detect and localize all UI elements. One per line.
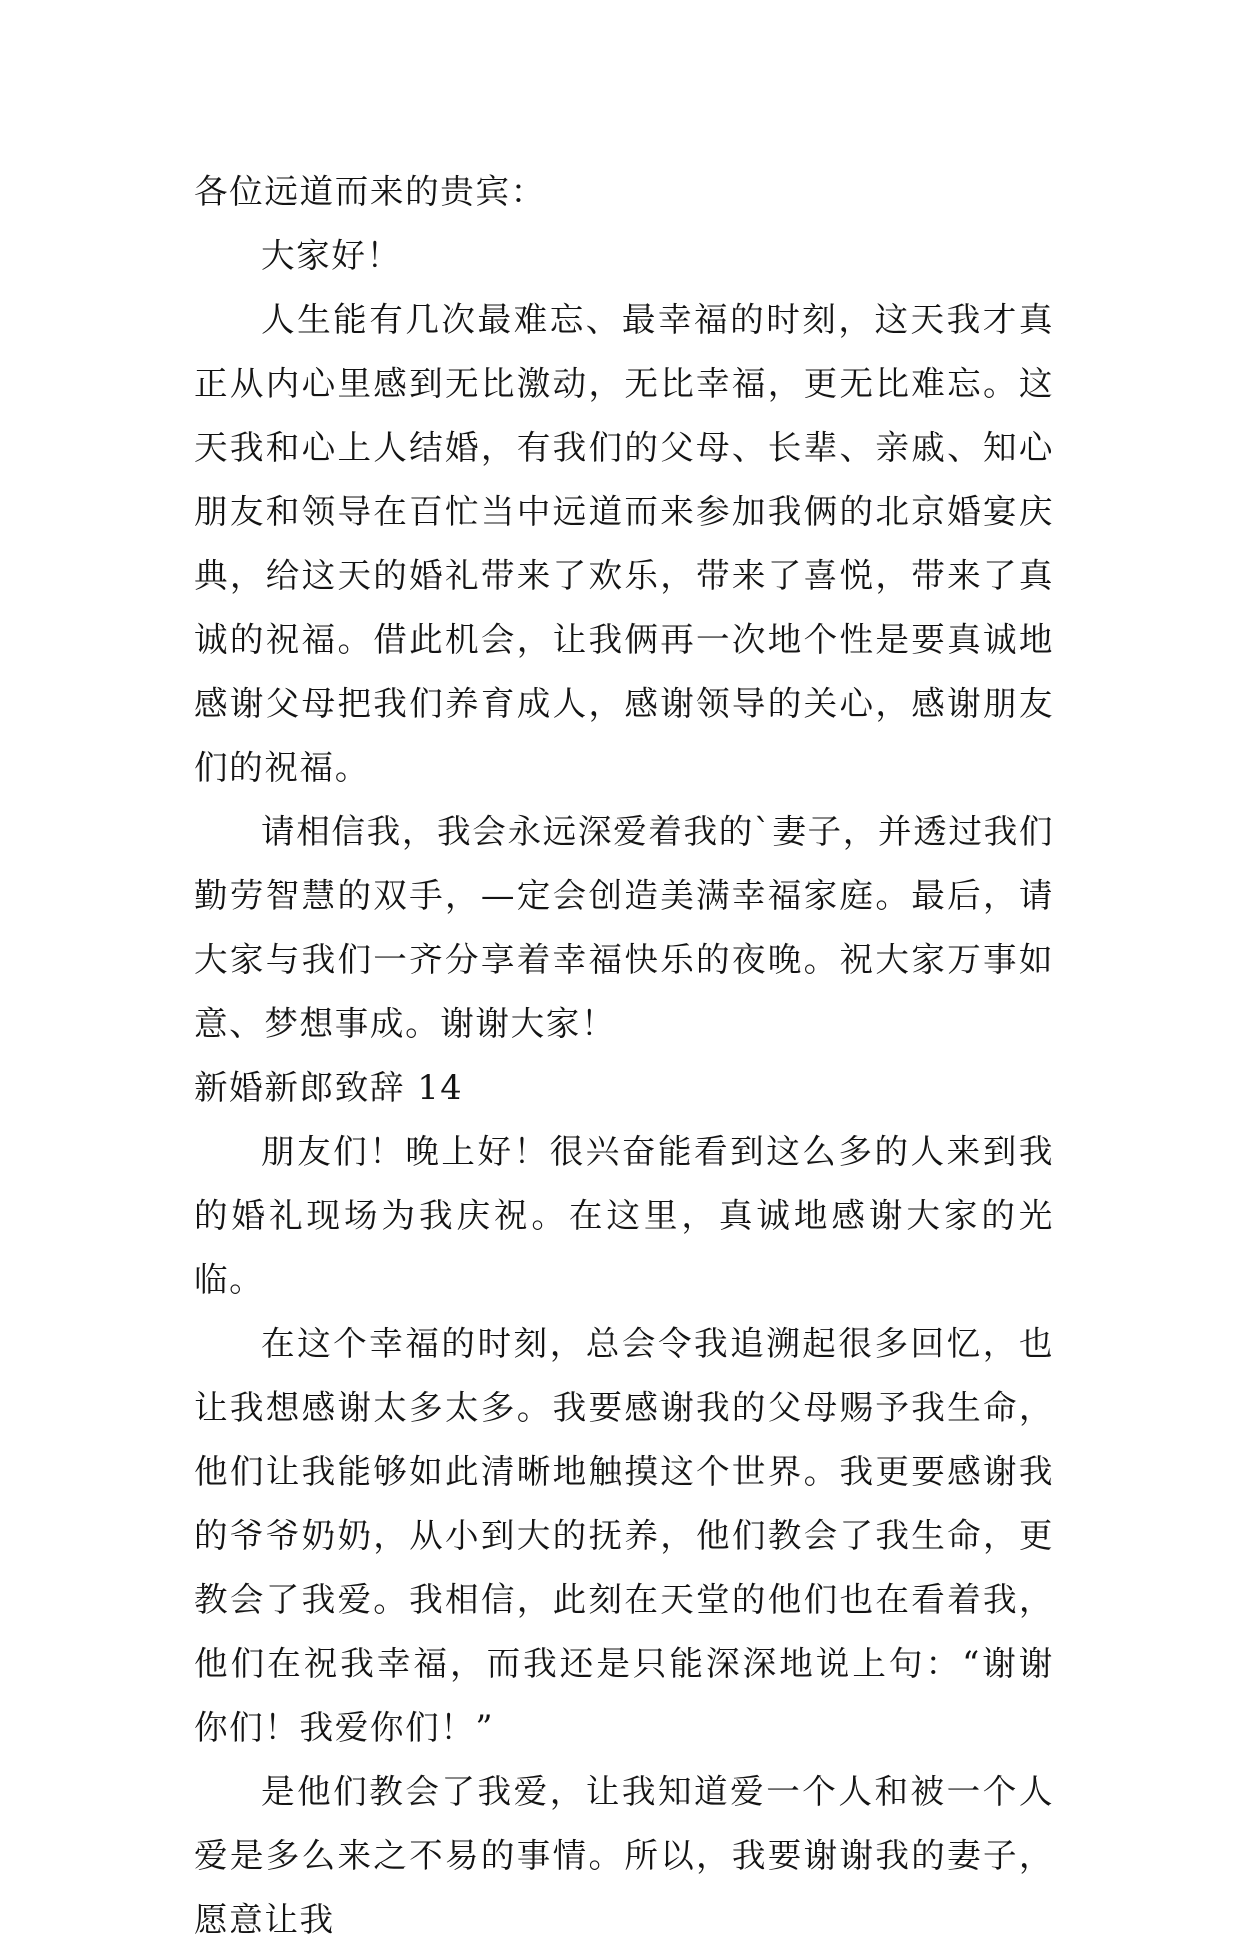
paragraph: 朋友们！晚上好！很兴奋能看到这么多的人来到我的婚礼现场为我庆祝。在这里，真诚地感谢大家的光临。 (194, 1132, 1054, 1299)
paragraph: 在这个幸福的时刻，总会令我追溯起很多回忆，也让我想感谢太多太多。我要感谢我的父母赐予我生命，他们让我能够如此清晰地触摸这个世界。我更要感谢我的爷爷奶奶，从小到大的抚养，他们教会了我生命，更教会了我爱。我相信，此刻在天堂的他们也在看着我，他们在祝我幸福，而我还是只能深深地说上句：“谢谢你们！我爱你们！” (194, 1324, 1054, 1747)
document-body (194, 160, 1054, 1952)
paragraph: 人生能有几次最难忘、最幸福的时刻，这天我才真正从内心里感到无比激动，无比幸福，更无比难忘。这天我和心上人结婚，有我们的父母、长辈、亲戚、知心朋友和领导在百忙当中远道而来参加我俩的北京婚宴庆典，给这天的婚礼带来了欢乐，带来了喜悦，带来了真诚的祝福。借此机会，让我俩再一次地个性是要真诚地感谢父母把我们养育成人，感谢领导的关心，感谢朋友们的祝福。 (194, 300, 1054, 787)
greeting: 大家好！ (261, 236, 402, 275)
paragraph: 请相信我，我会永远深爱着我的`妻子，并透过我们勤劳智慧的双手，—定会创造美满幸福家庭。最后，请大家与我们一齐分享着幸福快乐的夜晚。祝大家万事如意、梦想事成。谢谢大家！ (194, 812, 1054, 1043)
paragraph: 是他们教会了我爱，让我知道爱一个人和被一个人爱是多么来之不易的事情。所以，我要谢谢我的妻子，愿意让我 (194, 1772, 1054, 1939)
salutation: 各位远道而来的贵宾： (194, 172, 546, 211)
section-title: 新婚新郎致辞 14 (194, 1068, 464, 1107)
